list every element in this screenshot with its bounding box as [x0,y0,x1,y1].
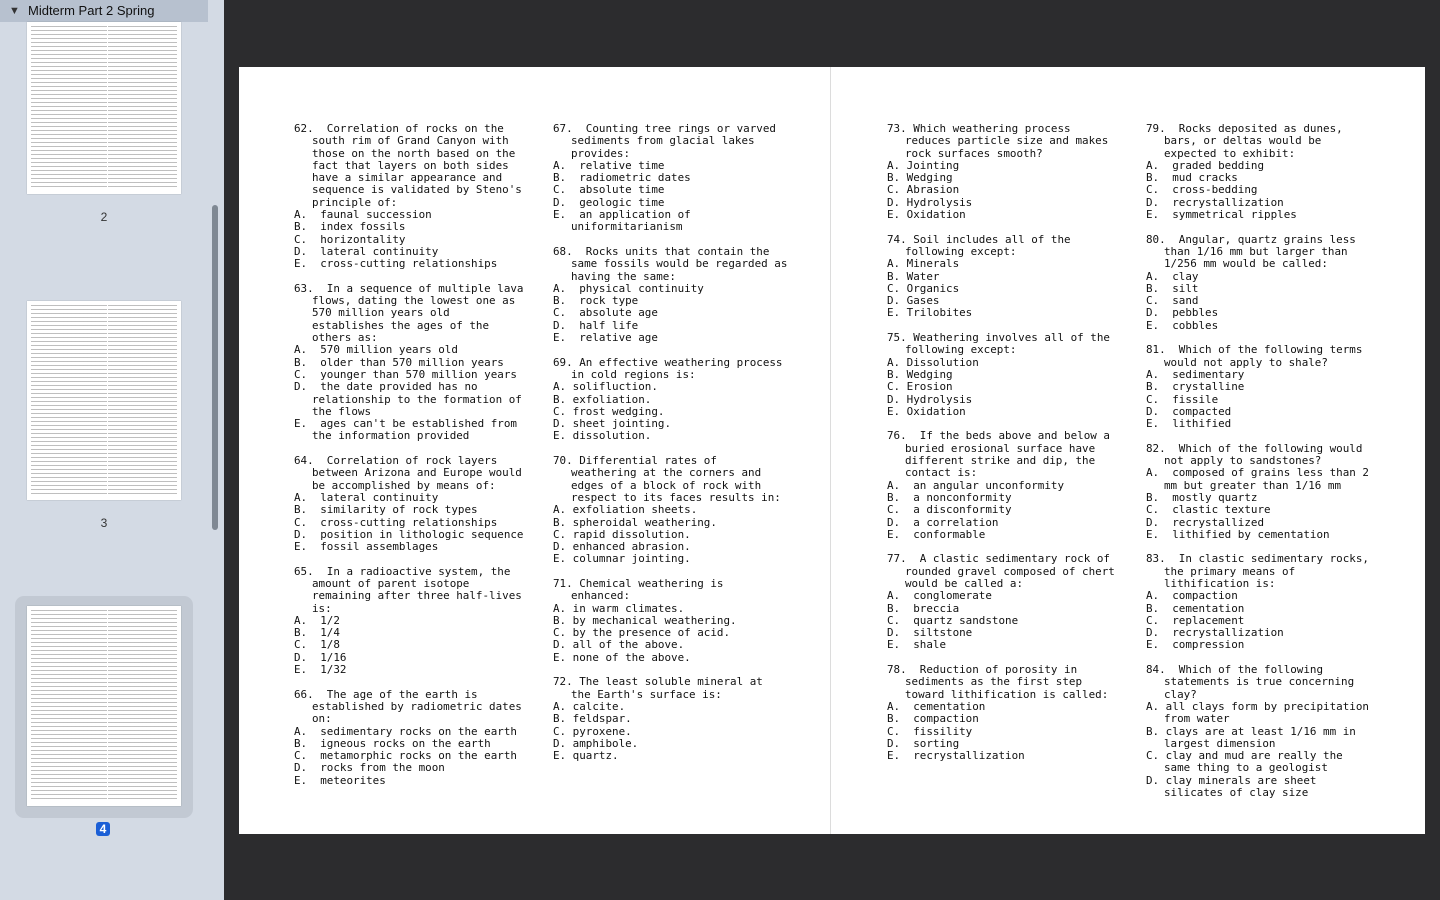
answer-option: C. 1/8 [294,638,340,652]
answer-option: D. half life [553,318,639,332]
answer-option: E. quartz. [553,749,619,763]
answer-option: C. Organics [887,281,960,295]
question-block [1146,234,1374,332]
answer-option: C. clastic texture [1146,503,1271,517]
answer-option: A. compaction [1146,589,1238,603]
answer-option: D. siltstone [887,626,973,640]
answer-option: A. an angular unconformity [887,478,1065,492]
answer-option: C. Abrasion [887,183,960,197]
answer-option: B. Water [887,269,940,283]
answer-option: C. pyroxene. [553,724,632,738]
page-thumbnail-2[interactable] [27,22,181,194]
question-column-4 [1146,123,1374,812]
answer-option: C. frost wedging. [553,404,665,418]
answer-option: A. lateral continuity [294,490,439,504]
answer-option: A. composed of grains less than 2 mm but greater than 1/16 mm [1146,466,1376,492]
answer-option: B. similarity of rock types [294,503,478,517]
answer-option: E. relative age [553,331,658,345]
answer-option: A. exfoliation sheets. [553,503,698,517]
question-stem: 63. In a sequence of multiple lava flows, dating the lowest one as 570 million years old establishes the ages of the others as: [294,281,531,345]
answer-option: C. absolute age [553,306,658,320]
question-block [1146,664,1374,799]
answer-option: C. Erosion [887,380,953,394]
document-header[interactable] [0,0,208,22]
question-block [553,578,789,664]
answer-option: E. recrystallization [887,749,1025,763]
question-stem: 79. Rocks deposited as dunes, bars, or deltas would be expected to exhibit: [1146,122,1350,160]
answer-option: D. clay minerals are sheet silicates of clay size [1146,773,1324,800]
answer-option: E. columnar jointing. [553,552,691,566]
question-stem: 81. Which of the following terms would not apply to shale? [1146,343,1369,369]
answer-option: B. feldspar. [553,712,632,726]
answer-option: B. clays are at least 1/16 mm in largest dimension [1146,724,1363,750]
answer-option: A. Jointing [887,158,960,172]
answer-option: E. lithified by cementation [1146,527,1330,541]
question-block [553,455,789,566]
question-block [553,244,794,345]
answer-option: D. Hydrolysis [887,195,973,209]
answer-option: C. metamorphic rocks on the earth [294,749,517,763]
pdf-page [239,67,1425,834]
question-stem: 77. A clastic sedimentary rock of rounded gravel composed of chert would be called a: [887,552,1122,590]
answer-option: E. Oxidation [887,208,966,222]
answer-option: A. 570 million years old [294,343,458,357]
answer-option: B. by mechanical weathering. [553,613,737,627]
answer-option: D. the date provided has no relationship to the formation of the flows [294,380,529,418]
answer-option: C. cross-bedding [1146,183,1258,197]
question-block [887,552,1122,652]
question-stem: 66. The age of the earth is established by radiometric dates on: [294,687,529,726]
page-thumbnail-4[interactable] [27,606,181,806]
document-filename: Midterm Part 2 Spring [28,3,155,18]
answer-option: D. recrystallized [1146,515,1265,529]
answer-option: C. fissile [1146,392,1219,406]
question-block [294,687,529,787]
answer-option: B. compaction [887,712,979,726]
question-block [294,281,531,443]
answer-option: C. rapid dissolution. [553,527,691,541]
question-stem: 73. Which weathering process reduces particle size and makes rock surfaces smooth? [887,122,1115,160]
question-column-2 [553,122,794,775]
question-block [553,123,789,234]
answer-option: A. graded bedding [1146,158,1265,172]
answer-option: C. cross-cutting relationships [294,515,498,529]
answer-option: B. crystalline [1146,380,1245,394]
answer-option: E. lithified [1146,417,1232,431]
answer-option: D. enhanced abrasion. [553,540,691,554]
answer-option: C. younger than 570 million years [294,367,517,381]
answer-option: B. older than 570 million years [294,355,504,369]
answer-option: A. Minerals [887,257,960,271]
answer-option: C. a disconformity [887,503,1012,517]
answer-option: A. physical continuity [553,281,704,295]
answer-option: E. dissolution. [553,429,652,443]
question-block [294,564,529,677]
question-stem: 83. In clastic sedimentary rocks, the primary means of lithification is: [1146,552,1376,590]
answer-option: B. Wedging [887,367,953,381]
answer-option: B. a nonconformity [887,490,1012,504]
answer-option: B. exfoliation. [553,392,652,406]
answer-option: A. 1/2 [294,613,340,627]
answer-option: A. clay [1146,269,1199,283]
question-stem: 76. If the beds above and below a buried erosional surface have different strike and dip, the contact is: [887,429,1117,480]
answer-option: A. in warm climates. [553,601,685,615]
question-block [553,357,789,443]
answer-option: A. solifluction. [553,380,658,394]
question-stem: 67. Counting tree rings or varved sediments from glacial lakes provides: [553,122,783,160]
answer-option: B. breccia [887,601,960,615]
answer-option: D. geologic time [553,195,665,209]
answer-option: E. 1/32 [294,663,347,677]
page-thumbnail-3[interactable] [27,301,181,500]
question-column-1 [294,122,531,799]
question-block [1146,344,1374,430]
answer-option: B. index fossils [294,220,406,234]
answer-option: A. relative time [553,158,665,172]
answer-option: A. calcite. [553,699,626,713]
page-number-label-selected: 4 [96,822,110,836]
answer-option: D. position in lithologic sequence [294,527,524,541]
answer-option: D. recrystallization [1146,626,1284,640]
answer-option: D. sheet jointing. [553,417,672,431]
answer-option: C. clay and mud are really the same thing to a geologist [1146,749,1350,775]
answer-option: D. amphibole. [553,736,639,750]
answer-option: B. silt [1146,281,1199,295]
answer-option: D. rocks from the moon [294,761,445,775]
question-stem: 71. Chemical weathering is enhanced: [553,576,731,603]
question-stem: 78. Reduction of porosity in sediments as the first step toward lithification is called: [887,663,1109,701]
answer-option: C. absolute time [553,183,665,197]
answer-option: B. rock type [553,294,639,308]
question-stem: 70. Differential rates of weathering at the corners and edges of a block of rock with respect to its faces results in: [553,454,781,504]
answer-option: E. none of the above. [553,650,691,664]
page-number-label: 2 [100,210,108,224]
answer-option: B. Wedging [887,171,953,185]
thumbnail-sidebar [0,0,224,900]
answer-option: B. mud cracks [1146,171,1238,185]
answer-option: B. 1/4 [294,626,340,640]
answer-option: E. conformable [887,527,986,541]
answer-option: D. 1/16 [294,650,347,664]
question-block [887,332,1117,418]
answer-option: D. sorting [887,736,960,750]
answer-option: E. meteorites [294,773,386,787]
question-block [1146,123,1374,221]
question-stem: 82. Which of the following would not apply to sandstones? [1146,441,1369,468]
question-stem: 74. Soil includes all of the following except: [887,232,1078,258]
question-block [294,122,529,271]
answer-option: A. Dissolution [887,355,979,369]
answer-option: D. all of the above. [553,638,685,652]
answer-option: D. Hydrolysis [887,392,973,406]
answer-option: B. spheroidal weathering. [553,515,717,529]
answer-option: A. faunal succession [294,208,432,222]
answer-option: A. sedimentary [1146,367,1245,381]
question-stem: 72. The least soluble mineral at the Earth's surface is: [553,675,770,701]
question-stem: 84. Which of the following statements is true concerning clay? [1146,663,1361,701]
answer-option: D. recrystallization [1146,195,1284,209]
answer-option: C. fissility [887,724,973,738]
answer-option: D. a correlation [887,515,999,529]
answer-option: C. horizontality [294,232,406,246]
question-stem: 62. Correlation of rocks on the south rim of Grand Canyon with those on the north based on the fact that layers on both sides have a similar appearance and sequence is validated by Steno's principle of: [294,122,529,209]
answer-option: D. lateral continuity [294,244,439,258]
answer-option: B. igneous rocks on the earth [294,736,491,750]
answer-option: E. cross-cutting relationships [294,257,498,271]
question-stem: 68. Rocks units that contain the same fossils would be regarded as having the same: [553,244,794,283]
answer-option: C. quartz sandstone [887,613,1019,627]
question-block [887,430,1117,541]
question-block [553,676,789,762]
answer-option: C. by the presence of acid. [553,626,731,640]
answer-option: E. symmetrical ripples [1146,208,1297,222]
answer-option: D. compacted [1146,404,1232,418]
answer-option: E. compression [1146,638,1245,652]
answer-option: D. pebbles [1146,306,1219,320]
question-block [887,664,1117,762]
answer-option: A. conglomerate [887,589,992,603]
question-block [887,234,1117,320]
answer-option: B. cementation [1146,601,1245,615]
question-column-3 [887,122,1122,775]
answer-option: E. Oxidation [887,404,966,418]
question-stem: 75. Weathering involves all of the following except: [887,331,1117,357]
answer-option: E. ages can't be established from the information provided [294,417,524,443]
question-block [887,123,1117,221]
sidebar-scrollbar[interactable] [212,205,218,530]
page-number-label: 3 [100,516,108,530]
answer-option: E. shale [887,638,947,652]
answer-option: E. fossil assemblages [294,540,439,554]
question-block [1146,443,1374,541]
answer-option: D. Gases [887,294,940,308]
answer-option: A. cementation [887,699,986,713]
answer-option: B. radiometric dates [553,171,691,185]
question-stem: 65. In a radioactive system, the amount of parent isotope remaining after three half-lives is: [294,564,529,615]
answer-option: E. cobbles [1146,318,1219,332]
answer-option: B. mostly quartz [1146,490,1258,504]
answer-option: A. sedimentary rocks on the earth [294,724,517,738]
question-block [294,454,529,554]
question-stem: 64. Correlation of rock layers between Arizona and Europe would be accomplished by means of: [294,454,529,492]
answer-option: A. all clays form by precipitation from water [1146,699,1376,726]
page-spread-divider [830,67,831,834]
answer-option: C. replacement [1146,613,1245,627]
question-stem: 69. An effective weathering process in cold regions is: [553,355,790,381]
question-block [1146,553,1374,651]
question-stem: 80. Angular, quartz grains less than 1/16 mm but larger than 1/256 mm would be called: [1146,232,1363,271]
answer-option: E. an application of uniformitarianism [553,208,698,234]
answer-option: E. Trilobites [887,306,973,320]
disclosure-triangle-icon[interactable]: ▼ [9,5,20,17]
answer-option: C. sand [1146,294,1199,308]
